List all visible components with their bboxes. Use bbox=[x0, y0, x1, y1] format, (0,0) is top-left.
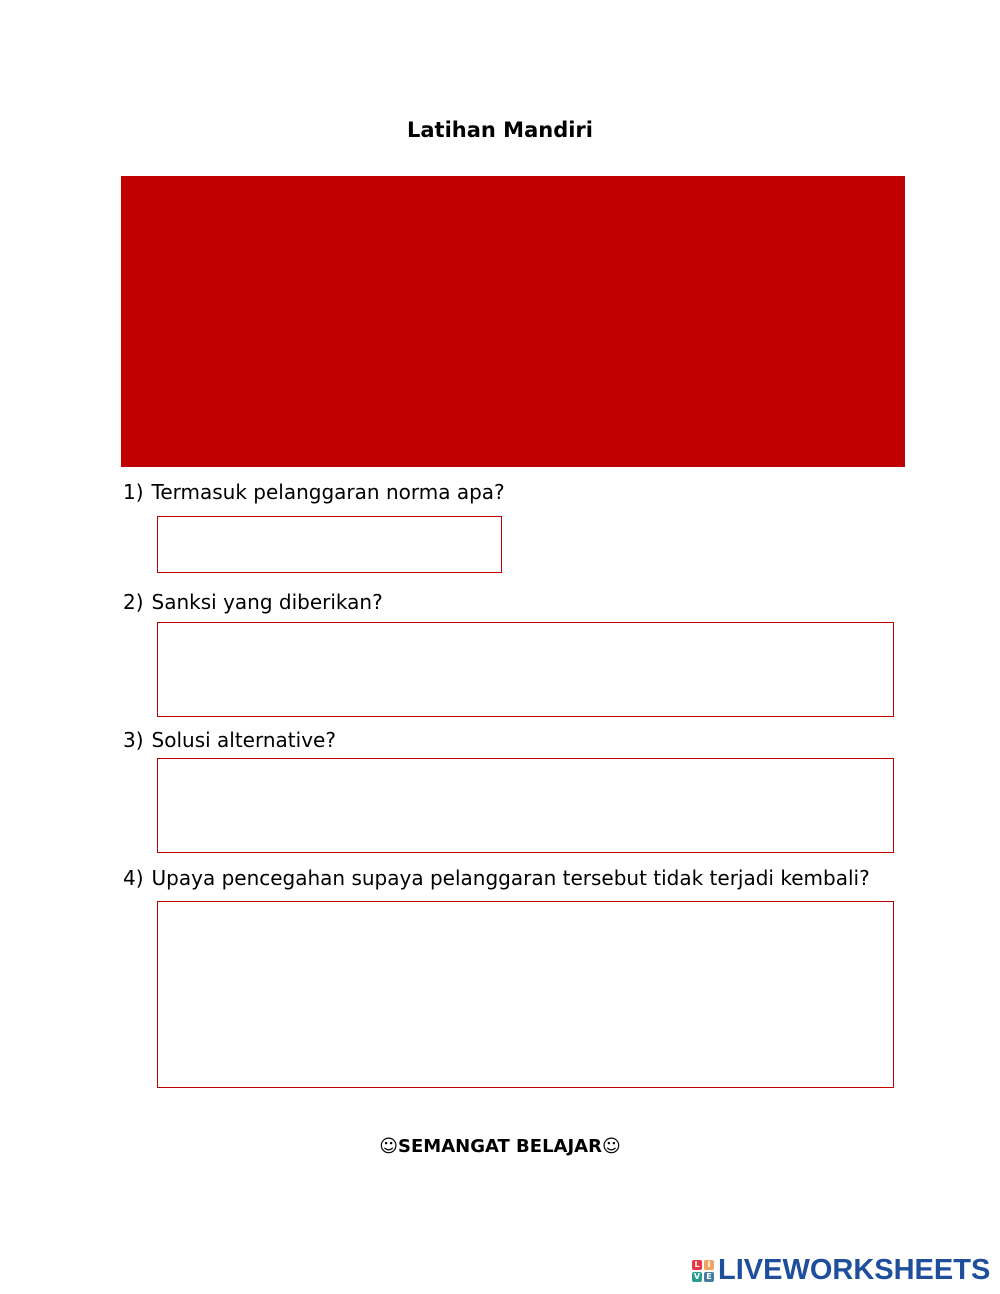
question-1-text: Termasuk pelanggaran norma apa? bbox=[151, 480, 505, 504]
question-1 bbox=[123, 480, 505, 504]
logo-cell: I bbox=[704, 1260, 714, 1270]
answer-box-2[interactable] bbox=[157, 622, 894, 717]
logo-cell: E bbox=[704, 1272, 714, 1282]
liveworksheets-brand bbox=[692, 1254, 990, 1287]
question-2-number: 2) bbox=[123, 590, 144, 614]
question-4-text: Upaya pencegahan supaya pelanggaran tersebut tidak terjadi kembali? bbox=[151, 866, 870, 890]
question-3-number: 3) bbox=[123, 728, 144, 752]
logo-cell: L bbox=[692, 1260, 702, 1270]
image-banner bbox=[121, 176, 905, 467]
worksheet-title: Latihan Mandiri bbox=[407, 118, 593, 142]
answer-box-4[interactable] bbox=[157, 901, 894, 1088]
question-1-number: 1) bbox=[123, 480, 144, 504]
answer-box-1[interactable] bbox=[157, 516, 502, 573]
question-4 bbox=[123, 866, 870, 890]
liveworksheets-logo-icon bbox=[692, 1260, 714, 1282]
footer-motivation: ☺SEMANGAT BELAJAR☺ bbox=[379, 1136, 621, 1157]
question-3-text: Solusi alternative? bbox=[151, 728, 336, 752]
brand-name: LIVEWORKSHEETS bbox=[718, 1254, 991, 1286]
question-4-number: 4) bbox=[123, 866, 144, 890]
logo-cell: V bbox=[693, 1271, 701, 1281]
question-2 bbox=[123, 590, 383, 614]
question-2-text: Sanksi yang diberikan? bbox=[151, 590, 383, 614]
answer-box-3[interactable] bbox=[157, 758, 894, 853]
question-3 bbox=[123, 728, 336, 752]
